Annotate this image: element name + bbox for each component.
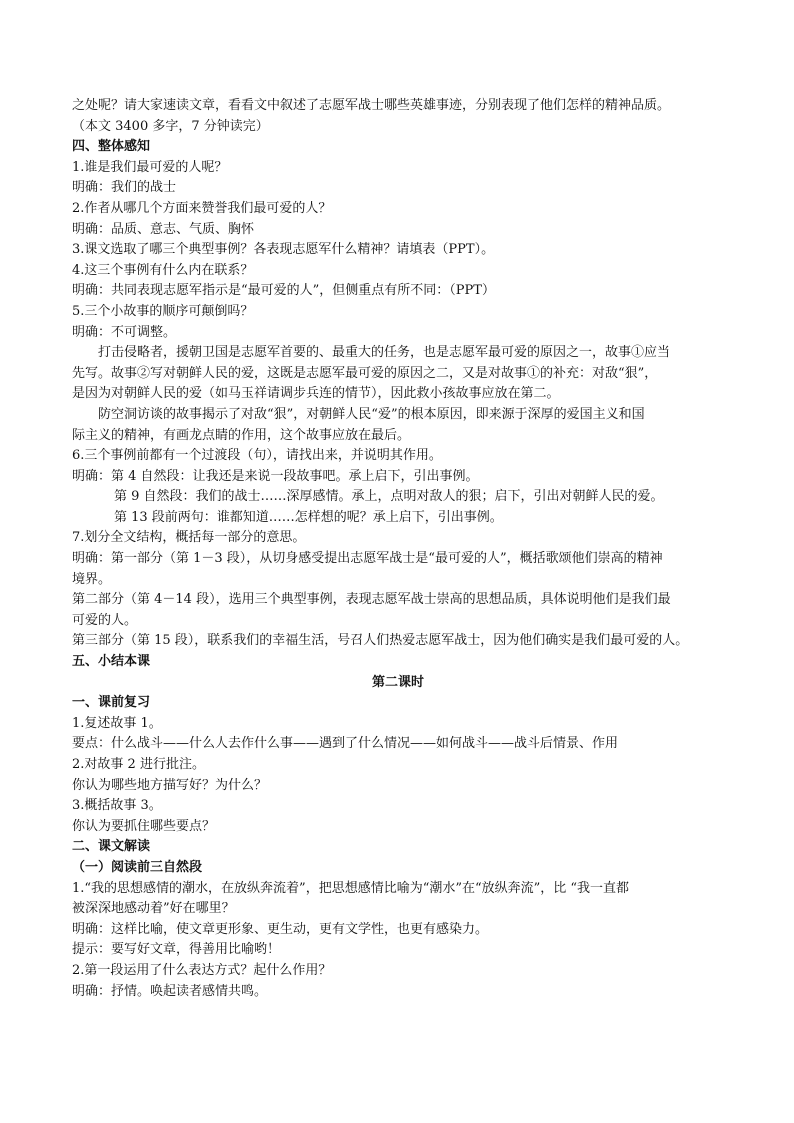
text-line: 1.谁是我们最可爱的人呢？ (72, 159, 228, 175)
text-line: 2.作者从哪几个方面来赞誉我们最可爱的人？ (72, 200, 332, 216)
text-line: 4.这三个事例有什么内在联系？ (72, 262, 254, 278)
text-line: 2.第一段运用了什么表达方式？起什么作用？ (72, 962, 332, 978)
text-line: 明确：我们的战士 (72, 180, 177, 196)
text-line: 打击侵略者，援朝卫国是志愿军首要的、最重大的任务，也是志愿军最可爱的原因之一，故事①应当 (98, 345, 671, 361)
document-page (72, 96, 724, 1002)
text-line: 之处呢？请大家速读文章，看看文中叙述了志愿军战士哪些英雄事迹，分别表现了他们怎样的精神品质。 (72, 98, 671, 113)
text-line: 你认为要抓住哪些要点？ (72, 818, 216, 834)
section-heading: 二、课文解读 (72, 839, 151, 855)
text-line: 先写。故事②写对朝鲜人民的爱，这既是志愿军最可爱的原因之二，又是对故事①的补充：对敌“狠”， (72, 365, 658, 381)
section-heading: （一）阅读前三自然段 (72, 859, 203, 875)
text-line: 第 13 段前两句：谁都知道……怎样想的呢？承上启下，引出事例。 (114, 509, 503, 525)
text-line: 7.划分全文结构，概括每一部分的意思。 (72, 530, 306, 546)
section-heading: 五、小结本课 (72, 654, 151, 670)
text-line: 明确：第一部分（第 1－3 段），从切身感受提出志愿军战士是“最可爱的人”，概括歌颂他们崇高的精神 (72, 551, 663, 567)
text-line: 是因为对朝鲜人民的爱（如马玉祥请调步兵连的情节），因此救小孩故事应放在第二。 (72, 386, 560, 402)
text-line: 要点：什么战斗——什么人去作什么事——遇到了什么情况——如何战斗——战斗后情景、作用 (72, 736, 619, 752)
text-line: 明确：品质、意志、气质、胸怀 (72, 221, 255, 237)
section-heading: 一、课前复习 (72, 695, 151, 711)
text-line: 你认为哪些地方描写好？为什么？ (72, 777, 268, 793)
text-line: 第二部分（第 4－14 段），选用三个典型事例，表现志愿军战士崇高的思想品质，具体说明他们是我们最 (72, 592, 671, 608)
text-line: 际主义的精神，有画龙点睛的作用，这个故事应放在最后。 (72, 427, 411, 443)
section-heading: 第二课时 (371, 674, 424, 690)
text-line: 2.对故事 2 进行批注。 (72, 757, 205, 772)
text-line: 可爱的人。 (72, 612, 138, 628)
text-line: 1.“我的思想感情的潮水，在放纵奔流着”，把思想感情比喻为“潮水”在“放纵奔流”，比 “我一直都 (72, 880, 630, 896)
text-line: 5.三个小故事的顺序可颠倒吗？ (72, 303, 254, 319)
text-line: 提示：要写好文章，得善用比喻哟！ (72, 942, 281, 958)
text-line: 明确：共同表现志愿军指示是“最可爱的人”，但侧重点有所不同：（PPT） (72, 283, 495, 299)
section-heading: 四、整体感知 (72, 139, 151, 155)
text-line: 防空洞访谈的故事揭示了对敌“狠”，对朝鲜人民“爱”的根本原因，即来源于深厚的爱国主义和国 (98, 406, 645, 422)
text-line: 第 9 自然段：我们的战士……深厚感情。承上，点明对敌人的狠；启下，引出对朝鲜人民的爱。 (114, 489, 664, 505)
text-line: 第三部分（第 15 段），联系我们的幸福生活，号召人们热爱志愿军战士，因为他们确实是我们最可爱的人。 (72, 633, 689, 649)
text-line: （本文 3400 多字，7 分钟读完） (72, 118, 269, 134)
text-line: 被深深地感动着”好在哪里？ (72, 901, 235, 917)
text-line: 明确：第 4 自然段：让我还是来说一段故事吧。承上启下，引出事例。 (72, 468, 479, 484)
text-line: 明确：抒情。唤起读者感情共鸣。 (72, 983, 268, 999)
text-line: 3.概括故事 3。 (72, 798, 162, 814)
text-line: 1.复述故事 1。 (72, 715, 162, 731)
text-line: 境界。 (72, 571, 112, 587)
text-line: 明确：这样比喻，使文章更形象、更生动，更有文学性，也更有感染力。 (72, 921, 489, 937)
text-line: 明确：不可调整。 (72, 324, 177, 340)
text-line: 6.三个事例前都有一个过渡段（句），请找出来，并说明其作用。 (72, 448, 442, 464)
text-line: 3.课文选取了哪三个典型事例？各表现志愿军什么精神？请填表（PPT）。 (72, 242, 495, 258)
